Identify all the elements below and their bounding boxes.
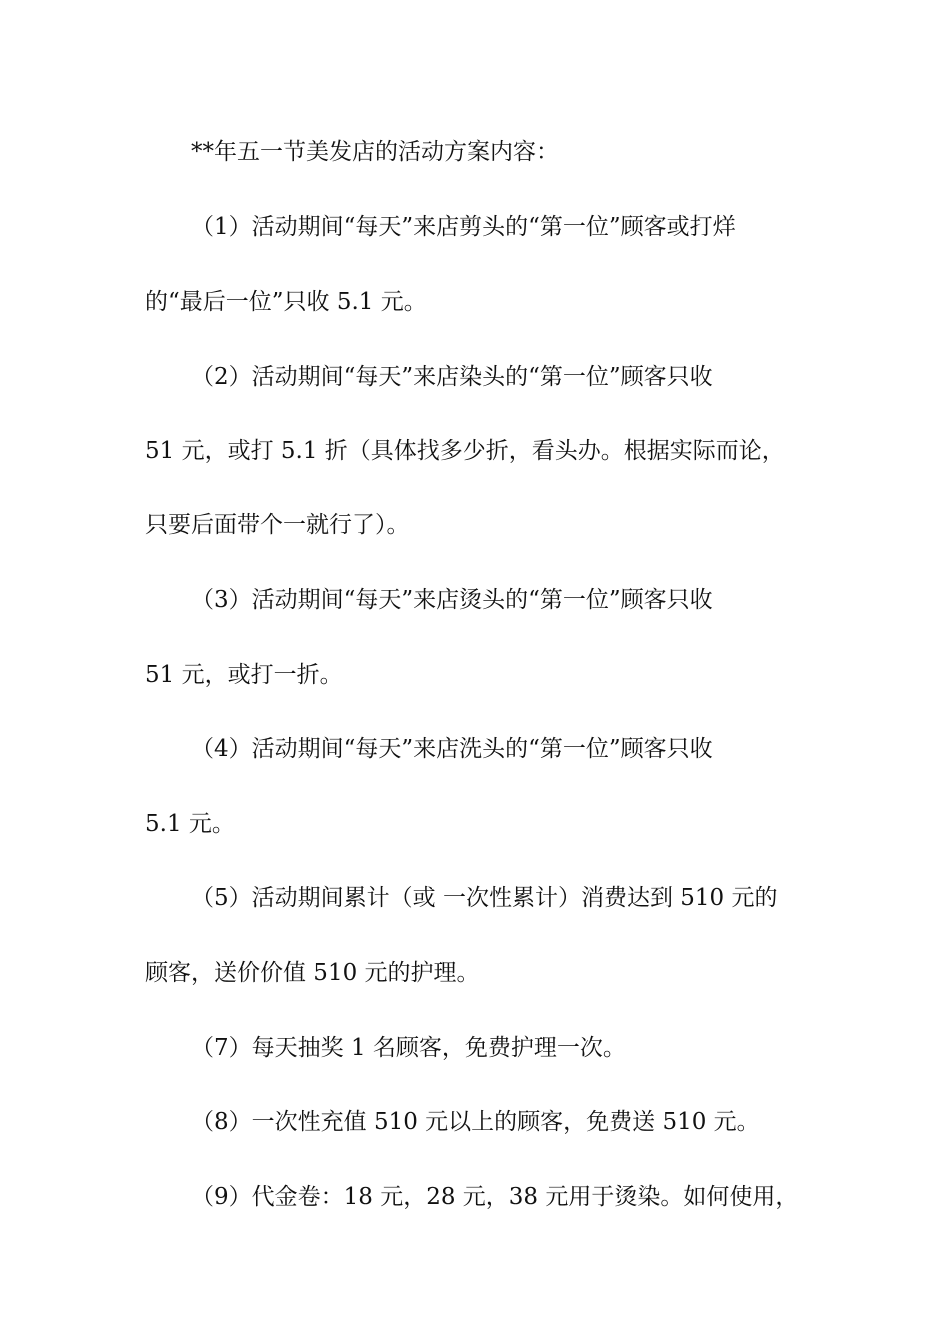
paragraph-line: 51 元，或打 5.1 折（具体找多少折，看头办。根据实际而论， <box>145 438 785 464</box>
paragraph-line: 只要后面带个一就行了）。 <box>145 512 410 538</box>
paragraph-line: 的“最后一位”只收 5.1 元。 <box>145 289 427 315</box>
paragraph-line: （8）一次性充值 510 元以上的顾客，免费送 510 元。 <box>191 1109 760 1135</box>
paragraph-line: （7）每天抽奖 1 名顾客，免费护理一次。 <box>191 1035 626 1061</box>
document-title: **年五一节美发店的活动方案内容： <box>191 139 559 165</box>
paragraph-line: 5.1 元。 <box>145 811 235 837</box>
paragraph-line: 顾客，送价价值 510 元的护理。 <box>145 960 480 986</box>
paragraph-line: 51 元，或打一折。 <box>145 662 343 688</box>
paragraph-line: （1）活动期间“每天”来店剪头的“第一位”顾客或打烊 <box>191 214 736 240</box>
paragraph-line: （3）活动期间“每天”来店烫头的“第一位”顾客只收 <box>191 587 713 613</box>
paragraph-line: （2）活动期间“每天”来店染头的“第一位”顾客只收 <box>191 364 713 390</box>
paragraph-line: （4）活动期间“每天”来店洗头的“第一位”顾客只收 <box>191 736 713 762</box>
paragraph-line: （5）活动期间累计（或 一次性累计）消费达到 510 元的 <box>191 885 778 911</box>
paragraph-line: （9）代金卷：18 元，28 元，38 元用于烫染。如何使用， <box>191 1184 799 1210</box>
